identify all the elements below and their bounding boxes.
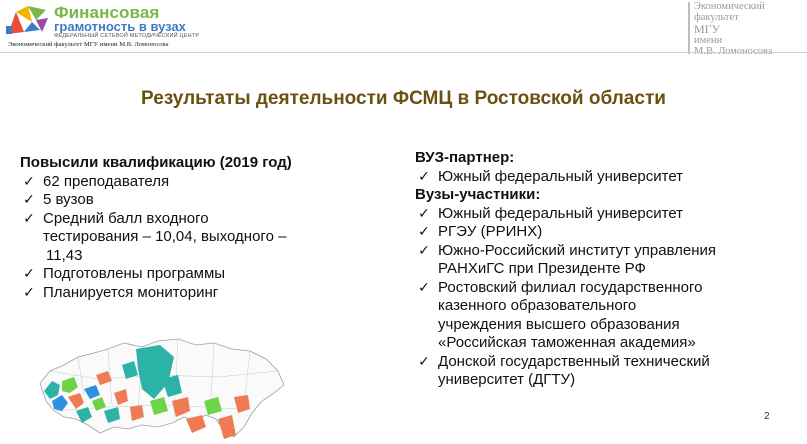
item-text: 62 преподавателя xyxy=(43,172,170,190)
item-text-line: тестирования – 10,04, выходного – xyxy=(43,228,287,245)
item-text-line: РАНХиГС при Президенте РФ xyxy=(438,260,646,277)
left-heading: Повысили квалификацию (2019 год) xyxy=(20,154,292,171)
faculty-line: имени xyxy=(694,35,723,46)
faculty-line: Экономический xyxy=(694,1,765,12)
item-text-line: Средний балл входного xyxy=(43,209,209,227)
partner-heading: ВУЗ-партнер: xyxy=(415,149,515,166)
faculty-line: факультет xyxy=(694,12,739,23)
item-text: 5 вузов xyxy=(43,191,94,208)
list-item xyxy=(415,205,777,224)
right-column xyxy=(415,149,777,390)
item-text: Планируется мониторинг xyxy=(43,283,219,301)
participants-heading: Вузы-участники: xyxy=(415,186,541,203)
logo xyxy=(6,4,206,48)
list-item xyxy=(415,168,777,187)
item-text-line: университет (ДГТУ) xyxy=(438,371,576,388)
list-item xyxy=(415,242,777,279)
item-text-line: Ростовский филиал государственного xyxy=(438,278,703,296)
faculty-line: МГУ xyxy=(694,22,721,36)
check-icon: ✓ xyxy=(23,192,35,208)
check-icon: ✓ xyxy=(418,279,430,296)
check-icon: ✓ xyxy=(23,266,35,282)
check-icon: ✓ xyxy=(23,210,35,227)
check-icon: ✓ xyxy=(418,224,430,240)
item-text-line: Южно-Российский институт управления xyxy=(438,241,717,259)
item-text-line: РГЭУ (РРИНХ) xyxy=(438,223,543,240)
item-text-line: «Российская таможенная академия» xyxy=(438,334,696,351)
list-item xyxy=(415,223,777,242)
item-text: Подготовлены программы xyxy=(43,265,226,282)
slide-title: Результаты деятельности ФСМЦ в Ростовской области xyxy=(141,88,666,109)
check-icon: ✓ xyxy=(418,205,430,222)
list-item xyxy=(20,191,340,210)
item-text-line: Донской государственный технический xyxy=(438,352,710,370)
check-icon: ✓ xyxy=(23,284,35,301)
list-item xyxy=(415,279,777,353)
check-icon: ✓ xyxy=(418,168,430,185)
check-icon: ✓ xyxy=(23,173,35,190)
list-item xyxy=(415,353,777,390)
header-divider xyxy=(0,52,807,53)
logo-mark-icon xyxy=(6,4,52,36)
check-icon: ✓ xyxy=(418,353,430,370)
check-icon: ✓ xyxy=(418,242,430,259)
logo-subtitle: грамотность в вузах xyxy=(54,19,186,34)
item-text-line: учреждения высшего образования xyxy=(438,315,680,333)
item-text-line: Южный федеральный университет xyxy=(438,204,684,222)
item-text-line: казенного образовательного xyxy=(438,297,637,314)
logo-faculty-text: Экономический факультет МГУ имени М.В. Ломоносова xyxy=(8,41,169,48)
item-text-line: 11,43 xyxy=(46,246,83,264)
list-item xyxy=(20,265,340,284)
list-item xyxy=(20,284,340,303)
logo-center-text: ФЕДЕРАЛЬНЫЙ СЕТЕВОЙ МЕТОДИЧЕСКИЙ ЦЕНТР xyxy=(54,33,200,39)
page-number: 2 xyxy=(764,411,770,422)
faculty-text xyxy=(694,1,804,57)
item-text: Южный федеральный университет xyxy=(438,167,684,185)
russia-map-image xyxy=(38,335,286,443)
faculty-divider xyxy=(688,2,690,54)
list-item xyxy=(20,210,340,266)
left-column xyxy=(20,154,340,302)
logo-title: Финансовая xyxy=(54,3,160,22)
list-item xyxy=(20,173,340,192)
